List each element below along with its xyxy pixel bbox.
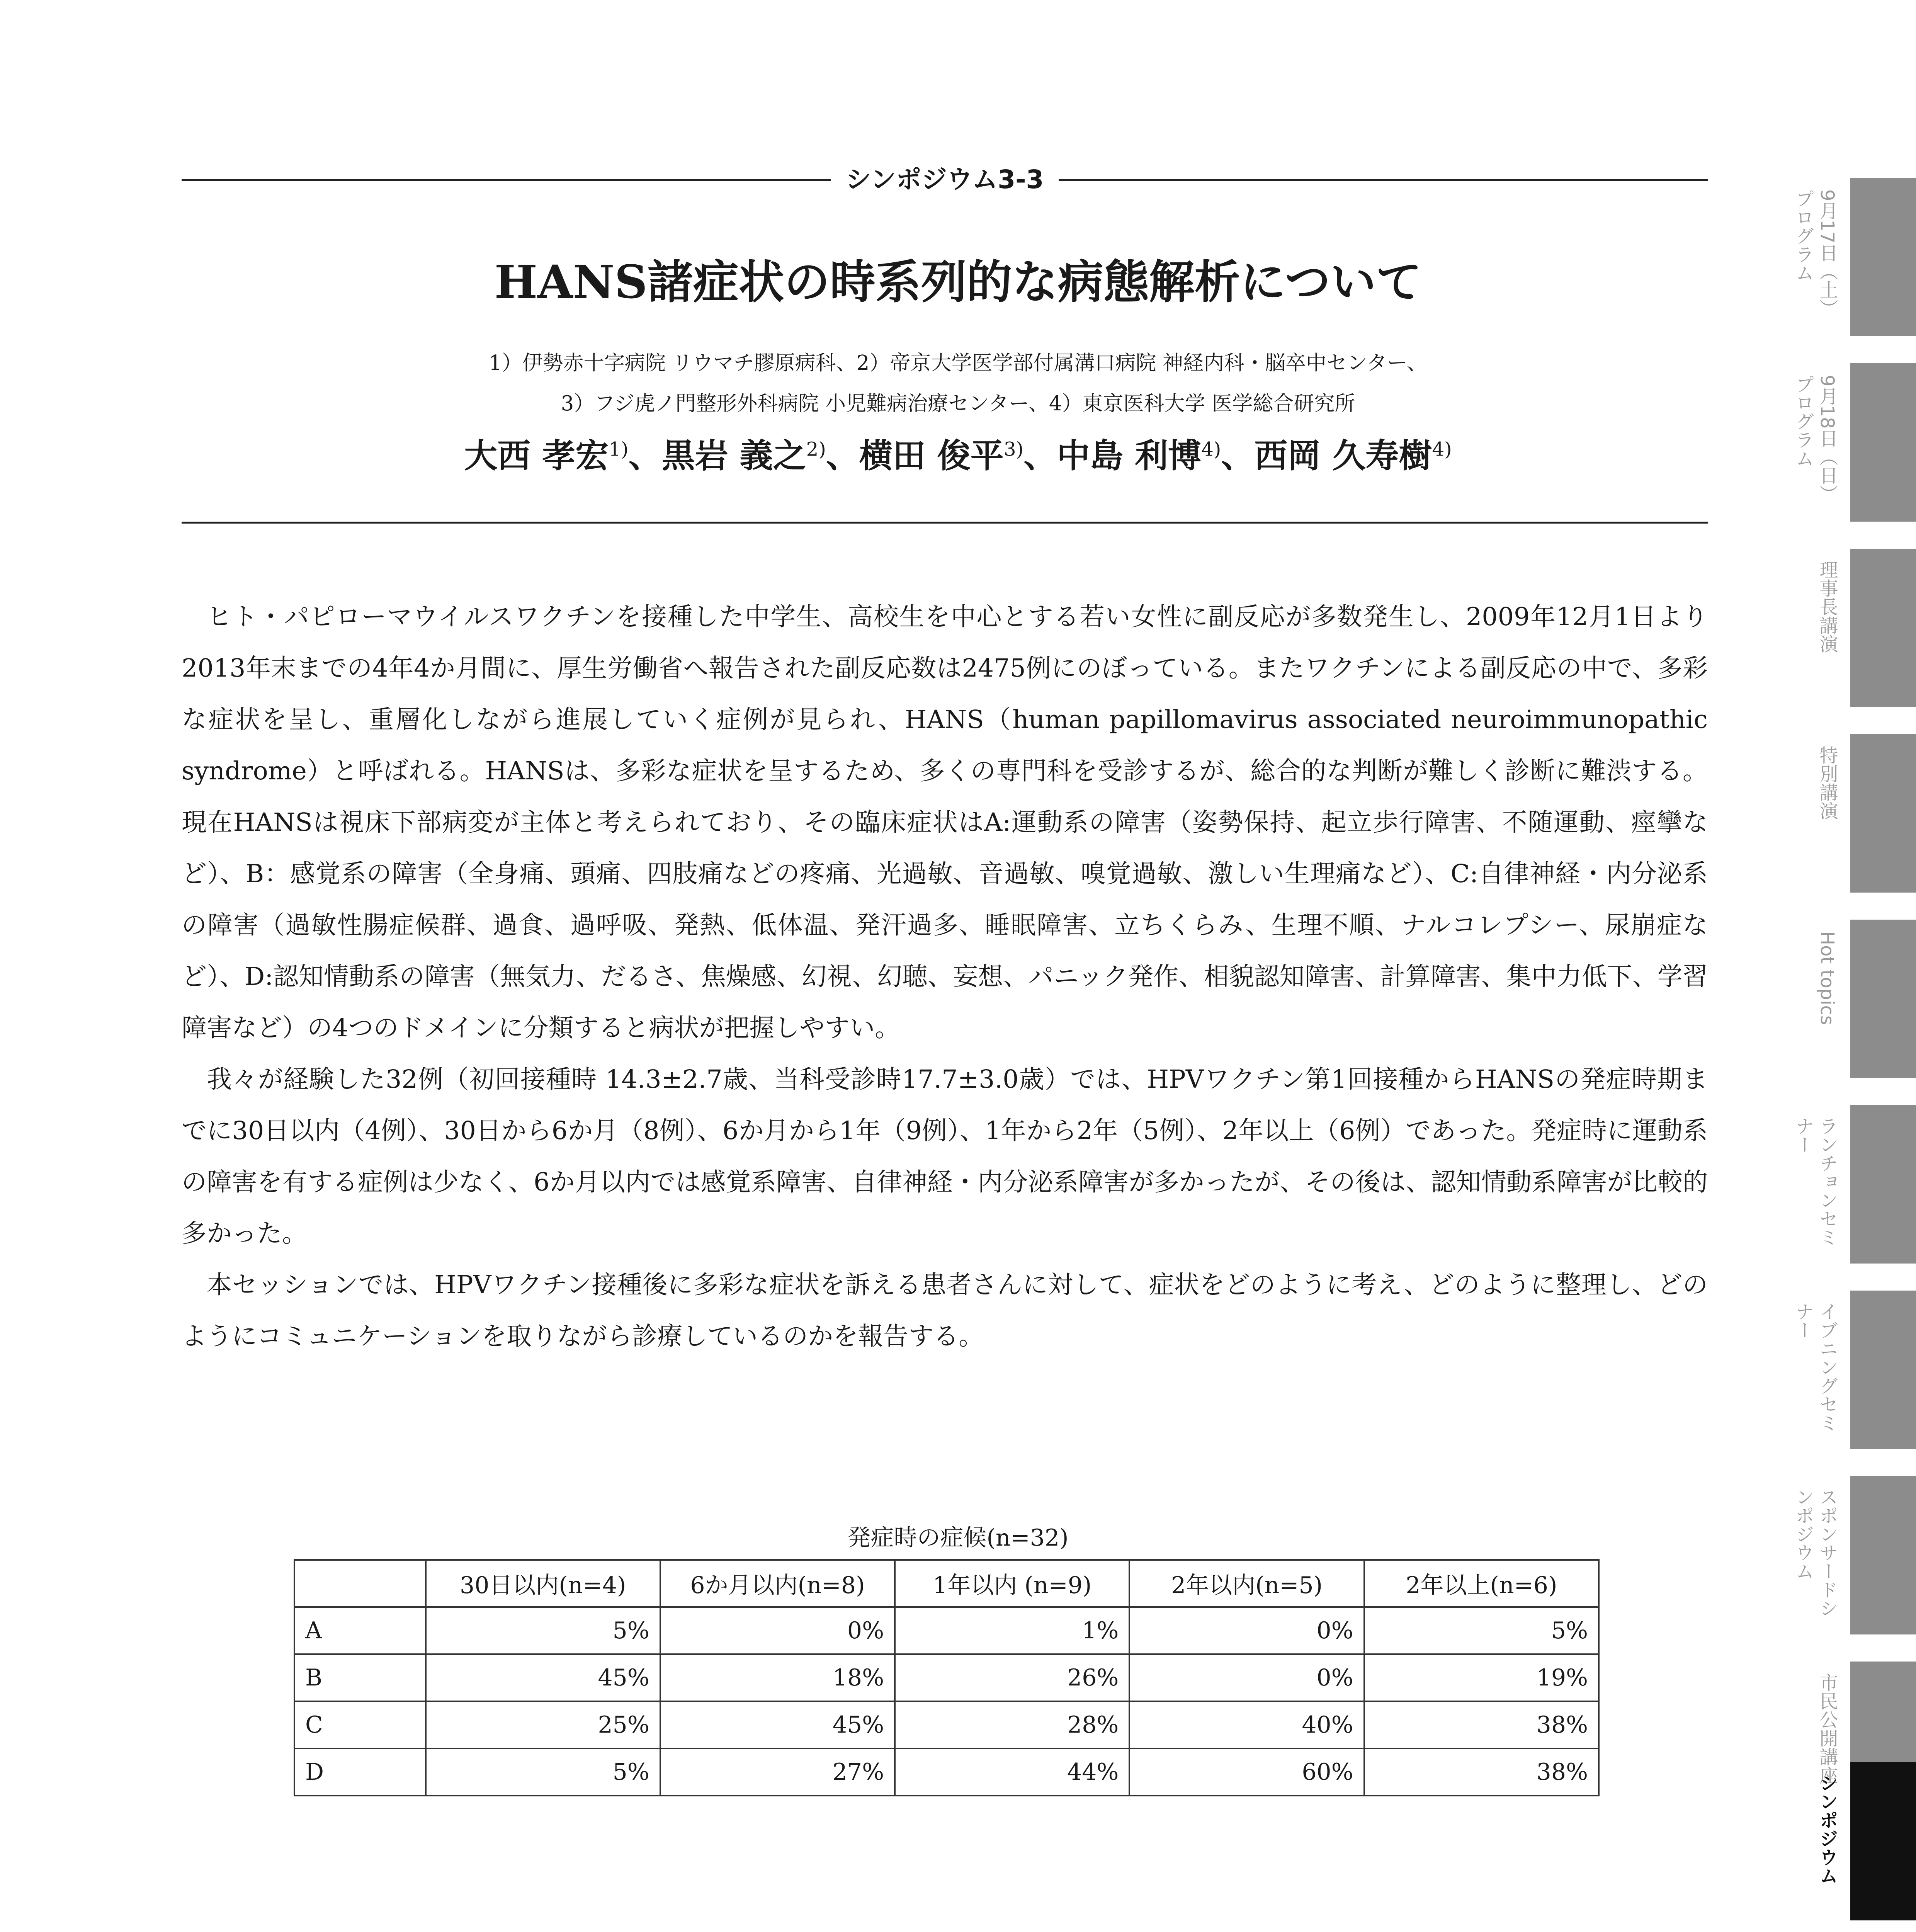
table-cell: 38% bbox=[1364, 1748, 1599, 1796]
affiliation-line: 3）フジ虎ノ門整形外科病院 小児難病治療センター、4）東京医科大学 医学総合研究所 bbox=[561, 392, 1355, 415]
row-label: D bbox=[294, 1748, 426, 1796]
author-list bbox=[0, 433, 1916, 479]
row-label: A bbox=[294, 1607, 426, 1654]
body-paragraph: 本セッションでは、HPVワクチン接種後に多彩な症状を訴える患者さんに対して、症状をどのように考え、どのように整理し、どのようにコミュニケーションを取りながら診療しているのかを報告する。 bbox=[182, 1270, 1708, 1351]
tab-marker bbox=[1850, 1476, 1916, 1634]
tab-marker bbox=[1850, 1105, 1916, 1264]
author-name: 横田 俊平 bbox=[859, 436, 1004, 475]
index-tab[interactable] bbox=[1762, 1291, 1916, 1449]
table-cell: 0% bbox=[1129, 1654, 1364, 1701]
author-separator: 、 bbox=[628, 436, 662, 475]
author-name: 中島 利博 bbox=[1057, 436, 1202, 475]
table-cell: 5% bbox=[426, 1607, 660, 1654]
tab-label: 市民公開講座 bbox=[1816, 1673, 1838, 1784]
table-cell: 44% bbox=[895, 1748, 1129, 1796]
table-cell: 1% bbox=[895, 1607, 1129, 1654]
author-affiliation-mark: 2) bbox=[806, 438, 826, 461]
tab-label: スポンサードシンポジウム bbox=[1792, 1488, 1838, 1617]
header-rule-left bbox=[182, 179, 831, 181]
table-cell: 18% bbox=[660, 1654, 895, 1701]
column-header: 2年以内(n=5) bbox=[1129, 1560, 1364, 1607]
body-paragraph: ヒト・パピローマウイルスワクチンを接種した中学生、高校生を中心とする若い女性に副反応が多数発生し、2009年12月1日より2013年末までの4年4か月間に、厚生労働省へ報告された副反応数は2475例にのぼっている。またワクチンによる副反応の中で、多彩な症状を呈し、重層化しながら進展していく症例が見られ、HANS（human papillomavirus associated neuroimmunopathic syndrome）と呼ばれる。HANSは、多彩な症状を呈するため、多くの専門科を受診するが、総合的な判断が難しく診断に難渋する。現在HANSは視床下部病変が主体と考えられており、その臨床症状はA:運動系の障害（姿勢保持、起立歩行障害、不随運動、痙攣など）、B：感覚系の障害（全身痛、頭痛、四肢痛などの疼痛、光過敏、音過敏、嗅覚過敏、激しい生理痛など）、C:自律神経・内分泌系の障害（過敏性腸症候群、過食、過呼吸、発熱、低体温、発汗過多、睡眠障害、立ちくらみ、生理不順、ナルコレプシー、尿崩症など）、D:認知情動系の障害（無気力、だるさ、焦燥感、幻視、幻聴、妄想、パニック発作、相貌認知障害、計算障害、集中力低下、学習障害など）の4つのドメインに分類すると病状が把握しやすい。 bbox=[182, 602, 1708, 1043]
tab-marker bbox=[1850, 1291, 1916, 1449]
table-row bbox=[294, 1607, 1599, 1654]
table-cell: 5% bbox=[426, 1748, 660, 1796]
tab-marker bbox=[1850, 549, 1916, 707]
row-label: B bbox=[294, 1654, 426, 1701]
table-row bbox=[294, 1748, 1599, 1796]
author-affiliation-mark: 4) bbox=[1432, 438, 1452, 461]
section-label: シンポジウム3-3 bbox=[845, 165, 1044, 194]
table-cell: 45% bbox=[660, 1701, 895, 1748]
abstract-body bbox=[182, 591, 1708, 1362]
tab-label: Hot topics bbox=[1816, 931, 1838, 1025]
tab-marker bbox=[1850, 178, 1916, 336]
index-tab[interactable] bbox=[1762, 1105, 1916, 1264]
table-cell: 25% bbox=[426, 1701, 660, 1748]
tab-marker bbox=[1850, 1762, 1916, 1920]
paper-title: HANS諸症状の時系列的な病態解析について bbox=[494, 255, 1422, 309]
index-tab[interactable] bbox=[1762, 178, 1916, 336]
index-tab[interactable] bbox=[1762, 549, 1916, 707]
tab-label: イブニングセミナー bbox=[1792, 1302, 1838, 1432]
table-cell: 28% bbox=[895, 1701, 1129, 1748]
table-row bbox=[294, 1701, 1599, 1748]
index-tab[interactable] bbox=[1762, 1476, 1916, 1634]
index-tab[interactable] bbox=[1762, 363, 1916, 522]
section-header bbox=[182, 162, 1708, 197]
table-cell: 19% bbox=[1364, 1654, 1599, 1701]
author-separator: 、 bbox=[1023, 436, 1057, 475]
author-affiliation-mark: 1) bbox=[609, 438, 629, 461]
tab-label: ランチョンセミナー bbox=[1792, 1117, 1838, 1247]
author-name: 西岡 久寿樹 bbox=[1254, 436, 1432, 475]
column-header: 2年以上(n=6) bbox=[1364, 1560, 1599, 1607]
tab-marker bbox=[1850, 363, 1916, 522]
column-header: 30日以内(n=4) bbox=[426, 1560, 660, 1607]
title-divider bbox=[182, 522, 1708, 524]
author-affiliation-mark: 4) bbox=[1201, 438, 1221, 461]
author-affiliation-mark: 3) bbox=[1003, 438, 1024, 461]
table-cell: 0% bbox=[660, 1607, 895, 1654]
affiliation-line: 1）伊勢赤十字病院 リウマチ膠原病科、2）帝京大学医学部付属溝口病院 神経内科・脳卒中センター、 bbox=[489, 351, 1427, 375]
table-cell: 38% bbox=[1364, 1701, 1599, 1748]
row-label: C bbox=[294, 1701, 426, 1748]
tab-label: 理事長講演 bbox=[1816, 560, 1838, 653]
author-name: 大西 孝宏 bbox=[464, 436, 609, 475]
author-separator: 、 bbox=[826, 436, 859, 475]
column-header: 6か月以内(n=8) bbox=[660, 1560, 895, 1607]
tab-marker bbox=[1850, 920, 1916, 1078]
table-cell: 0% bbox=[1129, 1607, 1364, 1654]
tab-label: 9月17日（土）プログラム bbox=[1792, 189, 1838, 318]
column-header bbox=[294, 1560, 426, 1607]
table-cell: 27% bbox=[660, 1748, 895, 1796]
table-cell: 5% bbox=[1364, 1607, 1599, 1654]
tab-marker bbox=[1850, 734, 1916, 893]
tab-label: 特別講演 bbox=[1816, 746, 1838, 820]
tab-label: シンポジウム bbox=[1816, 1774, 1838, 1885]
author-name: 黒岩 義之 bbox=[661, 436, 806, 475]
author-separator: 、 bbox=[1221, 436, 1255, 475]
index-tab[interactable] bbox=[1762, 920, 1916, 1078]
section-index-tabs bbox=[1762, 0, 1916, 1932]
index-tab-active[interactable] bbox=[1762, 1762, 1916, 1920]
table-cell: 40% bbox=[1129, 1701, 1364, 1748]
table-header-row bbox=[294, 1560, 1599, 1607]
table-caption: 発症時の症候(n=32) bbox=[847, 1524, 1069, 1551]
header-rule-right bbox=[1059, 179, 1708, 181]
table-cell: 26% bbox=[895, 1654, 1129, 1701]
table-row bbox=[294, 1654, 1599, 1701]
body-paragraph: 我々が経験した32例（初回接種時 14.3±2.7歳、当科受診時17.7±3.0歳）では、HPVワクチン第1回接種からHANSの発症時期までに30日以内（4例）、30日から6か月（8例）、6か月から1年（9例）、1年から2年（5例）、2年以上（6例）であった。発症時に運動系の障害を有する症例は少なく、6か月以内では感覚系障害、自律神経・内分泌系障害が多かったが、その後は、認知情動系障害が比較的多かった。 bbox=[182, 1065, 1708, 1248]
column-header: 1年以内 (n=9) bbox=[895, 1560, 1129, 1607]
table-cell: 45% bbox=[426, 1654, 660, 1701]
symptom-table bbox=[294, 1559, 1600, 1796]
index-tab[interactable] bbox=[1762, 734, 1916, 893]
table-cell: 60% bbox=[1129, 1748, 1364, 1796]
tab-label: 9月18日（日）プログラム bbox=[1792, 375, 1838, 503]
